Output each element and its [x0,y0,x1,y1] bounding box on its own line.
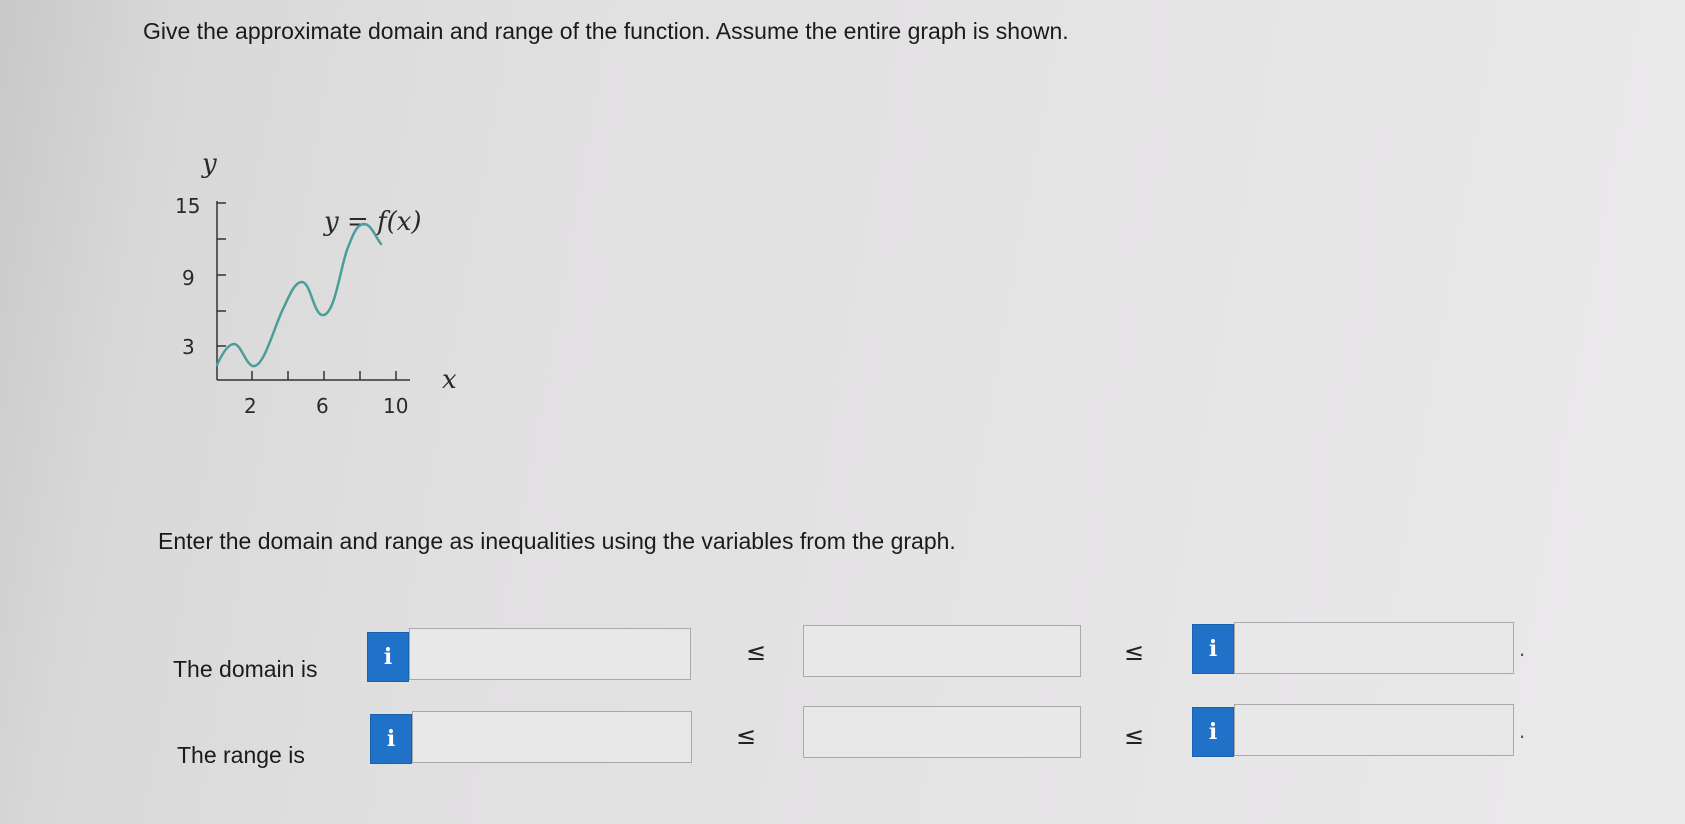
domain-leq-1: ≤ [746,638,767,666]
range-leq-2: ≤ [1124,722,1145,750]
question-text: Give the approximate domain and range of the function. Assume the entire graph is shown. [143,18,1069,44]
x-tick-label-6: 6 [316,394,329,418]
domain-leq-2: ≤ [1124,638,1145,666]
domain-label: The domain is [173,656,318,682]
y-tick-label-3: 3 [182,335,195,359]
domain-upper-info-button[interactable]: i [1192,624,1234,674]
function-label: y = f(x) [324,207,422,237]
y-tick-label-15: 15 [175,194,201,218]
range-lower-info-button[interactable]: i [370,714,412,764]
x-tick-label-10: 10 [383,394,409,418]
y-axis-ticks [217,203,226,346]
range-lower-bound-input[interactable] [412,711,692,763]
x-axis-label: x [442,365,457,395]
range-upper-bound-input[interactable] [1234,704,1514,756]
domain-variable-input[interactable] [803,625,1081,677]
x-axis-ticks [252,371,396,380]
range-end-period: . [1519,718,1526,743]
y-axis-label: y [202,149,217,179]
range-variable-input[interactable] [803,706,1081,758]
function-graph [150,140,480,430]
domain-lower-info-button[interactable]: i [367,632,409,682]
domain-end-period: . [1519,636,1526,661]
domain-lower-bound-input[interactable] [409,628,691,680]
instruction-text: Enter the domain and range as inequalities using the variables from the graph. [158,528,956,554]
x-tick-label-2: 2 [244,394,257,418]
range-leq-1: ≤ [736,722,757,750]
range-label: The range is [177,742,305,768]
domain-upper-bound-input[interactable] [1234,622,1514,674]
range-upper-info-button[interactable]: i [1192,707,1234,757]
function-curve [217,224,381,366]
y-tick-label-9: 9 [182,266,195,290]
